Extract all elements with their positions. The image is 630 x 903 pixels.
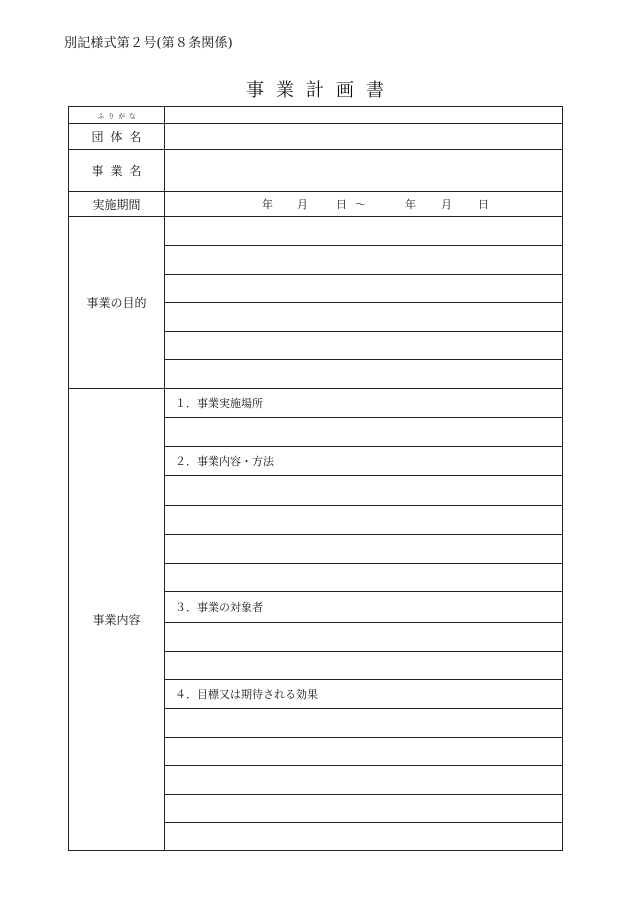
period-label: 実施期間 (69, 192, 165, 216)
period-field[interactable] (165, 192, 562, 216)
furigana-row (69, 107, 562, 123)
content-line[interactable] (165, 765, 562, 794)
purpose-label: 事業の目的 (69, 217, 165, 388)
content-lines (165, 389, 562, 850)
purpose-lines (165, 217, 562, 388)
purpose-line[interactable] (165, 359, 562, 387)
period-end-day: 日 (478, 198, 489, 211)
content-label: 事業内容 (69, 389, 165, 850)
purpose-line[interactable] (165, 217, 562, 245)
purpose-line[interactable] (165, 331, 562, 359)
content-line[interactable] (165, 475, 562, 505)
period-start-month: 月 (297, 198, 308, 211)
period-tilde: ～ (355, 198, 366, 211)
purpose-line[interactable] (165, 245, 562, 274)
content-line[interactable] (165, 822, 562, 851)
project-name-label: 事業名 (69, 150, 165, 191)
purpose-line[interactable] (165, 274, 562, 302)
content-line[interactable] (165, 505, 562, 534)
purpose-line[interactable] (165, 302, 562, 331)
project-name-row (69, 149, 562, 191)
content-line[interactable] (165, 563, 562, 591)
period-start-year: 年 (262, 198, 273, 211)
content-line[interactable] (165, 794, 562, 822)
period-end-month: 月 (441, 198, 452, 211)
furigana-label: ふりがな (69, 107, 165, 123)
group-name-row (69, 123, 562, 149)
group-name-label: 団体名 (69, 124, 165, 149)
content-line[interactable] (165, 622, 562, 651)
content-section-heading: ２．事業内容・方法 (165, 446, 562, 475)
form-number: 別記様式第２号(第８条関係) (64, 36, 233, 51)
plan-form-table (68, 106, 563, 851)
period-start-day: 日 (336, 198, 347, 211)
content-line[interactable] (165, 651, 562, 679)
content-section-heading: １．事業実施場所 (175, 397, 263, 410)
content-line[interactable] (165, 417, 562, 446)
group-name-field[interactable] (165, 124, 562, 149)
purpose-row (69, 216, 562, 388)
period-end-year: 年 (405, 198, 416, 211)
project-name-field[interactable] (165, 150, 562, 191)
content-section-heading: ３．事業の対象者 (165, 591, 562, 622)
furigana-field[interactable] (165, 107, 562, 123)
content-line[interactable] (165, 534, 562, 563)
content-line[interactable] (165, 737, 562, 765)
document-title: 事業計画書 (246, 80, 396, 101)
period-row (69, 191, 562, 216)
content-line[interactable] (165, 708, 562, 737)
content-section-heading: ４．目標又は期待される効果 (165, 679, 562, 708)
content-row (69, 388, 562, 850)
